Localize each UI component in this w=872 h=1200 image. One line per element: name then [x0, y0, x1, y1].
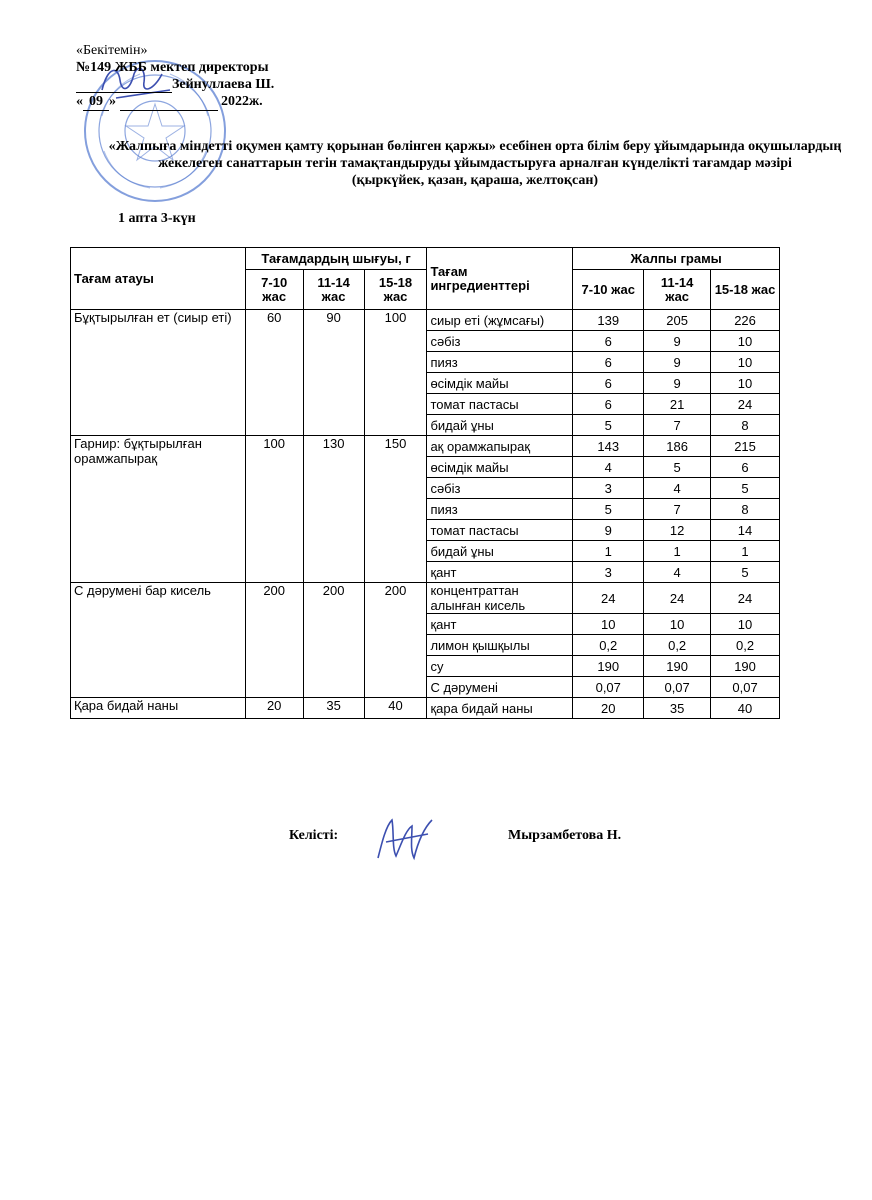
ingredient-grams: 3: [573, 562, 644, 583]
director-position: №149 ЖББ мектеп директоры: [76, 60, 269, 75]
ingredient-name: бидай ұны: [427, 415, 573, 436]
ingredient-grams: 226: [711, 310, 780, 331]
date-month-underline: [120, 96, 218, 111]
ingredient-grams: 9: [644, 352, 711, 373]
director-name: Зейнуллаева Ш.: [172, 77, 275, 92]
ingredient-grams: 5: [644, 457, 711, 478]
dish-output: 40: [364, 698, 427, 719]
dish-output: 20: [245, 698, 303, 719]
ingredient-grams: 7: [644, 499, 711, 520]
ingredient-grams: 20: [573, 698, 644, 719]
ingredient-grams: 8: [711, 499, 780, 520]
ingredient-grams: 24: [644, 583, 711, 614]
director-name-line: [76, 76, 274, 93]
ingredient-grams: 0,07: [573, 677, 644, 698]
ingredient-grams: 190: [644, 656, 711, 677]
ingredient-grams: 14: [711, 520, 780, 541]
agreed-label: Келісті:: [289, 828, 339, 843]
ingredient-name: бидай ұны: [427, 541, 573, 562]
header-dish: Тағам атауы: [71, 248, 246, 310]
ingredient-grams: 0,07: [711, 677, 780, 698]
ingredient-grams: 1: [573, 541, 644, 562]
dish-name: С дәрумені бар кисель: [71, 583, 246, 698]
ingredient-grams: 190: [711, 656, 780, 677]
ingredient-name: томат пастасы: [427, 394, 573, 415]
dish-output: 200: [245, 583, 303, 698]
ingredient-grams: 186: [644, 436, 711, 457]
dish-output: 60: [245, 310, 303, 436]
ingredient-grams: 3: [573, 478, 644, 499]
ingredient-grams: 1: [644, 541, 711, 562]
ingredient-grams: 12: [644, 520, 711, 541]
ingredient-grams: 6: [711, 457, 780, 478]
header-total: Жалпы грамы: [573, 248, 780, 270]
ingredient-grams: 10: [711, 352, 780, 373]
ingredient-grams: 0,07: [644, 677, 711, 698]
date-year: 2022ж.: [221, 94, 263, 109]
ingredient-grams: 6: [573, 394, 644, 415]
ingredient-name: сәбіз: [427, 478, 573, 499]
ingredient-name: өсімдік майы: [427, 457, 573, 478]
ingredient-grams: 0,2: [573, 635, 644, 656]
ingredient-name: қант: [427, 562, 573, 583]
ingredient-name: концентраттан алынған кисель: [427, 583, 573, 614]
header-age-output: 15-18 жас: [364, 270, 427, 310]
ingredient-grams: 6: [573, 331, 644, 352]
title-months: (қыркүйек, қазан, қараша, желтоқсан): [351, 173, 599, 188]
header-ingredients: Тағам ингредиенттері: [427, 248, 573, 310]
approval-date: [76, 93, 274, 111]
ingredient-grams: 10: [711, 331, 780, 352]
ingredient-grams: 35: [644, 698, 711, 719]
agreed-signature: [372, 812, 442, 868]
ingredient-name: өсімдік майы: [427, 373, 573, 394]
ingredient-grams: 205: [644, 310, 711, 331]
ingredient-grams: 9: [644, 331, 711, 352]
ingredient-grams: 4: [644, 478, 711, 499]
signature-underline: [76, 78, 172, 93]
approval-title: «Бекітемін»: [76, 43, 148, 58]
document-title: [100, 138, 850, 189]
dish-output: 35: [303, 698, 364, 719]
ingredient-name: пияз: [427, 352, 573, 373]
header-output: Тағамдардың шығуы, г: [245, 248, 427, 270]
ingredient-grams: 10: [711, 373, 780, 394]
header-age-total: 11-14 жас: [644, 270, 711, 310]
ingredient-grams: 6: [573, 352, 644, 373]
ingredient-name: қант: [427, 614, 573, 635]
ingredient-grams: 8: [711, 415, 780, 436]
ingredient-grams: 5: [711, 562, 780, 583]
ingredient-grams: 4: [644, 562, 711, 583]
ingredient-name: лимон қышқылы: [427, 635, 573, 656]
ingredient-grams: 10: [573, 614, 644, 635]
ingredient-grams: 4: [573, 457, 644, 478]
ingredient-name: томат пастасы: [427, 520, 573, 541]
ingredient-grams: 9: [644, 373, 711, 394]
ingredient-name: су: [427, 656, 573, 677]
date-day: 09: [83, 93, 109, 111]
ingredient-grams: 21: [644, 394, 711, 415]
ingredient-grams: 143: [573, 436, 644, 457]
header-age-output: 7-10 жас: [245, 270, 303, 310]
ingredient-grams: 10: [644, 614, 711, 635]
ingredient-grams: 1: [711, 541, 780, 562]
dish-output: 100: [245, 436, 303, 583]
header-age-total: 7-10 жас: [573, 270, 644, 310]
ingredient-name: сәбіз: [427, 331, 573, 352]
ingredient-name: С дәрумені: [427, 677, 573, 698]
ingredient-name: ақ орамжапырақ: [427, 436, 573, 457]
date-quote-open: «: [76, 94, 83, 109]
ingredient-grams: 190: [573, 656, 644, 677]
ingredient-grams: 0,2: [644, 635, 711, 656]
dish-output: 130: [303, 436, 364, 583]
ingredient-grams: 6: [573, 373, 644, 394]
ingredient-grams: 10: [711, 614, 780, 635]
approval-block: [76, 42, 274, 111]
title-main: «Жалпыға міндетті оқумен қамту қорынан бөлінген қаржы» есебінен орта білім беру ұйымдарында оқушылардың жекелеген санаттарын тегін тамақтандыруды ұйымдастыруға арналған күнделікті тағамдар мәзірі: [108, 139, 842, 171]
dish-name: Қара бидай наны: [71, 698, 246, 719]
dish-output: 150: [364, 436, 427, 583]
ingredient-name: қара бидай наны: [427, 698, 573, 719]
dish-output: 100: [364, 310, 427, 436]
date-quote-close: »: [109, 94, 116, 109]
ingredient-grams: 139: [573, 310, 644, 331]
table-row: [71, 698, 780, 719]
table-row: [71, 310, 780, 331]
table-row: [71, 436, 780, 457]
table-row: [71, 583, 780, 614]
ingredient-grams: 24: [711, 394, 780, 415]
ingredient-name: сиыр еті (жұмсағы): [427, 310, 573, 331]
dish-name: Бұқтырылған ет (сиыр еті): [71, 310, 246, 436]
ingredient-grams: 5: [573, 499, 644, 520]
ingredient-grams: 5: [711, 478, 780, 499]
agreed-person-name: Мырзамбетова Н.: [508, 828, 622, 843]
ingredient-name: пияз: [427, 499, 573, 520]
ingredient-grams: 24: [711, 583, 780, 614]
dish-output: 200: [364, 583, 427, 698]
dish-name: Гарнир: бұқтырылған орамжапырақ: [71, 436, 246, 583]
dish-output: 90: [303, 310, 364, 436]
dish-output: 200: [303, 583, 364, 698]
week-day-label: 1 апта 3-күн: [118, 211, 196, 226]
ingredient-grams: 0,2: [711, 635, 780, 656]
ingredient-grams: 40: [711, 698, 780, 719]
header-age-output: 11-14 жас: [303, 270, 364, 310]
ingredient-grams: 7: [644, 415, 711, 436]
ingredient-grams: 24: [573, 583, 644, 614]
ingredient-grams: 215: [711, 436, 780, 457]
menu-table: [70, 247, 780, 719]
ingredient-grams: 9: [573, 520, 644, 541]
header-age-total: 15-18 жас: [711, 270, 780, 310]
ingredient-grams: 5: [573, 415, 644, 436]
